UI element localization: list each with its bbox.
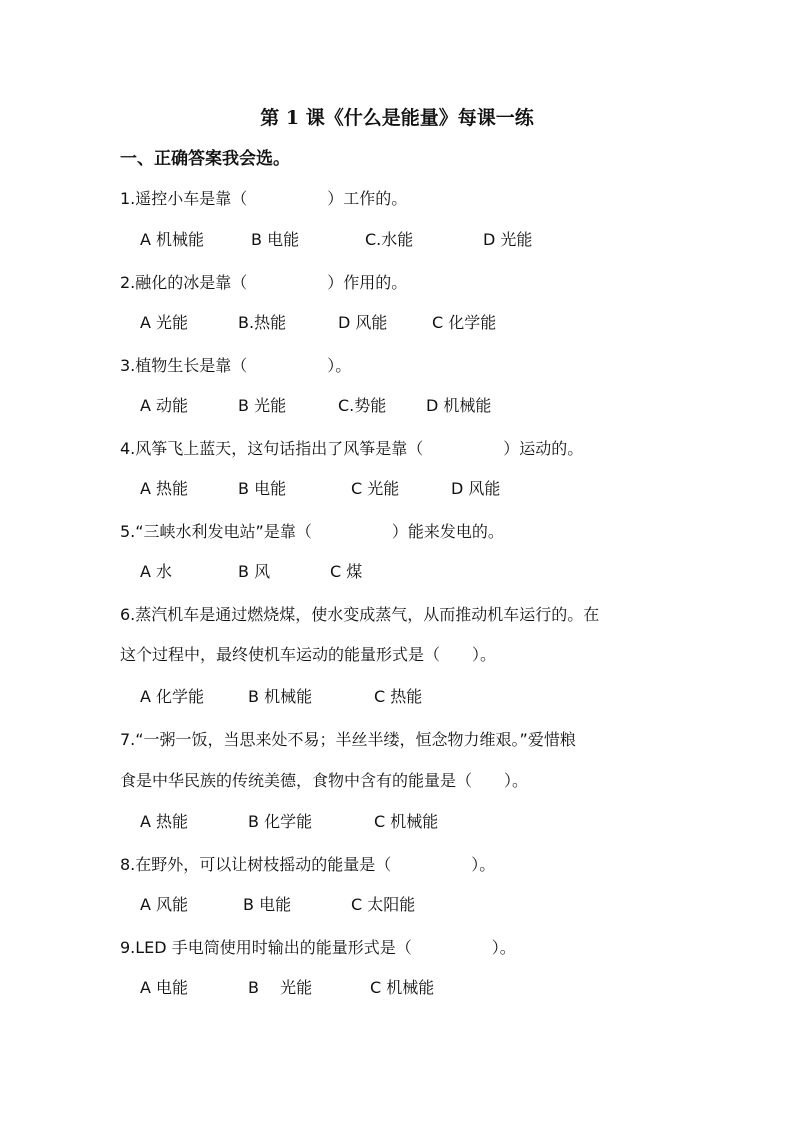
question-1-text: 1.遥控小车是靠（ ）工作的。: [120, 189, 408, 208]
question-6-option: B 机械能: [248, 687, 313, 706]
question-3-option: B 光能: [238, 396, 287, 415]
question-8-option: B 电能: [243, 895, 292, 914]
question-4-text: 4.风筝飞上蓝天，这句话指出了风筝是靠（ ）运动的。: [120, 439, 584, 458]
question-2-option: D 风能: [338, 313, 388, 332]
question-2-option: B.热能: [238, 313, 287, 332]
question-6-option: A 化学能: [140, 687, 205, 706]
question-1-option: C.水能: [365, 230, 414, 249]
question-4-option: C 光能: [351, 479, 400, 498]
question-9-option: A 电能: [140, 978, 189, 997]
question-7-text-line-2: 食是中华民族的传统美德，食物中含有的能量是（ ）。: [120, 771, 529, 790]
question-5-option: B 风: [238, 562, 271, 581]
question-9-option: C 机械能: [370, 978, 435, 997]
question-8-option: C 太阳能: [351, 895, 416, 914]
page-title: 第 1 课《什么是能量》每课一练: [260, 107, 534, 129]
question-5-option: C 煤: [330, 562, 363, 581]
question-8-option: A 风能: [140, 895, 189, 914]
question-6-text-line-2: 这个过程中，最终使机车运动的能量形式是（ ）。: [120, 645, 497, 664]
question-7-text-line-1: 7.“一粥一饭，当思来处不易；半丝半缕，恒念物力维艰。”爱惜粮: [120, 730, 576, 749]
question-5-text: 5.“三峡水利发电站”是靠（ ）能来发电的。: [120, 522, 504, 541]
question-3-option: C.势能: [338, 396, 387, 415]
question-3-option: D 机械能: [426, 396, 492, 415]
question-8-text: 8.在野外，可以让树枝摇动的能量是（ ）。: [120, 855, 496, 874]
question-5-option: A 水: [140, 562, 173, 581]
question-1-option: D 光能: [483, 230, 533, 249]
question-7-option: C 机械能: [374, 812, 439, 831]
question-3-text: 3.植物生长是靠（ ）。: [120, 356, 352, 375]
question-7-option: A 热能: [140, 812, 189, 831]
question-3-option: A 动能: [140, 396, 189, 415]
question-4-option: A 热能: [140, 479, 189, 498]
question-1-option: A 机械能: [140, 230, 205, 249]
question-6-option: C 热能: [374, 687, 423, 706]
question-6-text-line-1: 6.蒸汽机车是通过燃烧煤，使水变成蒸气，从而推动机车运行的。在: [120, 605, 600, 624]
question-4-option: D 风能: [451, 479, 501, 498]
question-2-option: A 光能: [140, 313, 189, 332]
question-7-option: B 化学能: [248, 812, 313, 831]
question-9-option: B 光能: [248, 978, 313, 997]
question-9-text: 9.LED 手电筒使用时输出的能量形式是（ ）。: [120, 938, 516, 957]
section-heading: 一、正确答案我会选。: [120, 149, 290, 169]
question-2-option: C 化学能: [432, 313, 497, 332]
question-2-text: 2.融化的冰是靠（ ）作用的。: [120, 273, 408, 292]
question-1-option: B 电能: [251, 230, 300, 249]
question-4-option: B 电能: [238, 479, 287, 498]
